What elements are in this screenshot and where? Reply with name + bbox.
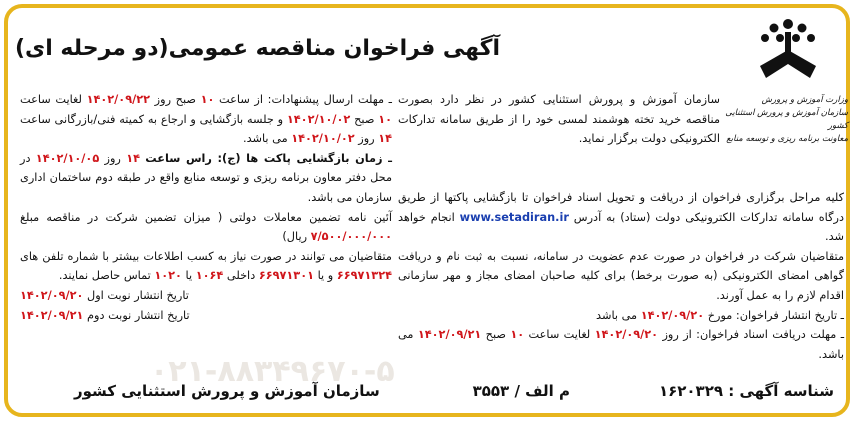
publish-suffix: می باشد (596, 308, 638, 322)
submit-mid3: صبح (354, 112, 375, 126)
setadiran-link[interactable]: www.setadiran.ir (459, 210, 569, 224)
guarantee-amount: ۷/۵۰۰/۰۰۰/۰۰۰ (310, 230, 392, 244)
opening-date: ۱۴۰۲/۱۰/۰۵ (35, 151, 100, 165)
extension-2: ۱۰۲۰ (154, 269, 182, 283)
contact-text: متقاضیان می توانند در صورت نیاز به کسب اطلاعات بیشتر با شماره تلفن های (20, 249, 392, 263)
deadline-label: ـ مهلت دریافت اسناد فراخوان: از روز (662, 328, 845, 342)
deadline-mid2: صبح (485, 328, 506, 342)
second-pub-date: ۱۴۰۲/۰۹/۲۱ (20, 308, 84, 322)
notice-footer (14, 376, 840, 406)
organization-name: سازمان آموزش و پرورش استثنایی کشور (725, 108, 848, 131)
first-pub-label: تاریخ انتشار نوبت اول (87, 288, 189, 302)
submit-mid4: و جلسه بازگشایی و ارجاع به کمیته فنی/بازرگانی ساعت (20, 112, 284, 126)
opening-label: ـ زمان بازگشایی پاکت ها (ج): راس ساعت (145, 151, 392, 165)
notice-intro (398, 90, 720, 149)
committee-mid: روز (358, 132, 375, 146)
submit-from: ۱۴۰۲/۰۹/۲۲ (86, 93, 151, 106)
opening-time (20, 149, 392, 208)
guarantee-text: آئین نامه تضمین معاملات دولتی ( میزان تضمین شرکت در مناقصه مبلغ (20, 210, 392, 224)
intro-paragraph: سازمان آموزش و پرورش استثنایی کشور در نظر دارد بصورت مناقصه خرید تخته هوشمند لمسی خود را از طریق سامانه تدارکات الکترونیکی دولت برگزار نماید. (398, 93, 720, 146)
submit-mid: صبح روز (154, 93, 196, 106)
opening-mid: روز (104, 151, 121, 165)
guarantee-line (20, 208, 392, 247)
committee-date: ۱۴۰۲/۱۰/۰۲ (291, 132, 355, 146)
contact-mid: و یا (317, 269, 334, 283)
extension-1: ۱۰۶۴ (195, 269, 224, 283)
guarantee-suffix: ریال) (282, 230, 308, 244)
publish-date: ۱۴۰۲/۰۹/۲۰ (640, 308, 705, 322)
contact-suffix: تماس حاصل نمایند. (58, 269, 151, 283)
submit-mid2: لغایت ساعت (20, 93, 82, 106)
contact-mid2: داخلی (226, 269, 256, 283)
ad-id: شناسه آگهی : ۱۶۲۰۳۲۹ (658, 382, 834, 400)
process-text-end: انجام خواهد شد. (398, 210, 844, 244)
submit-hour2: ۱۰ (378, 112, 393, 126)
first-publication (20, 286, 392, 306)
phone-number-1: ۶۶۹۷۱۳۲۴ (336, 269, 392, 283)
document-deadline-line (398, 325, 844, 364)
ministry-name: وزارت آموزش و پرورش (761, 95, 848, 105)
opening-hour: ۱۴ (126, 151, 140, 165)
deadline-mid: لغایت ساعت (528, 328, 591, 342)
ad-reference: م الف / ۳۵۵۳ (472, 382, 570, 400)
footer-organization: سازمان آموزش و پرورش استثنایی کشور (74, 382, 380, 400)
notice-title: آگهی فراخوان مناقصه عمومی(دو مرحله ای) (14, 36, 500, 61)
committee-hour: ۱۴ (378, 132, 392, 146)
registration-paragraph: متقاضیان شرکت در فراخوان در صورت عدم عضویت در سامانه، نسبت به ثبت نام و دریافت گواهی امضای الکترونیکی (به صورت برخط) برای کلیه صاحبان امضای مجاز و مهر سازمانی اقدام لازم را به عمل آورند. (398, 249, 844, 302)
deadline-hour: ۱۰ (510, 328, 525, 342)
first-pub-date: ۱۴۰۲/۰۹/۲۰ (20, 288, 84, 302)
submit-to: ۱۴۰۲/۱۰/۰۲ (286, 112, 351, 126)
contact-mid3: یا (185, 269, 193, 283)
contact-line (20, 247, 392, 286)
submit-hour: ۱۰ (200, 93, 215, 106)
ministry-names (720, 94, 848, 146)
process-text: کلیه مراحل برگزاری فراخوان از دریافت و تحویل اسناد فراخوان تا بازگشایی پاکتها از طریق درگاه سامانه تدارکات الکترونیکی دولت (ستاد) به آدرس (398, 191, 844, 224)
publish-label: ـ تاریخ انتشار فراخوان: مورخ (707, 308, 844, 322)
deadline-to: ۱۴۰۲/۰۹/۲۱ (417, 328, 482, 342)
committee-suffix: می باشد. (242, 132, 288, 146)
second-pub-label: تاریخ انتشار نوبت دوم (87, 308, 190, 322)
watermark-phone: ۰۲۱-۸۸۳۴۹۶۷۰-۵ (150, 354, 395, 389)
notice-body-right (398, 188, 844, 364)
opening-place: در محل دفتر معاون برنامه ریزی و توسعه منابع واقع در طبقه دوم ساختمان اداری سازمان می باشد. (20, 151, 392, 204)
deadline-suffix: می باشد. (398, 328, 844, 361)
phone-number-2: ۶۶۹۷۱۳۰۱ (258, 269, 314, 283)
notice-body-left (20, 90, 392, 325)
publish-date-line (398, 306, 844, 326)
second-publication (20, 306, 392, 326)
ministry-emblem-icon (752, 14, 824, 86)
submit-label: ـ مهلت ارسال پیشنهادات: از ساعت (219, 93, 392, 106)
deputy-name: معاونت برنامه ریزی و توسعه منابع (726, 134, 848, 144)
deadline-from: ۱۴۰۲/۰۹/۲۰ (594, 328, 659, 342)
process-paragraph (398, 188, 844, 247)
submission-deadline (20, 90, 392, 149)
